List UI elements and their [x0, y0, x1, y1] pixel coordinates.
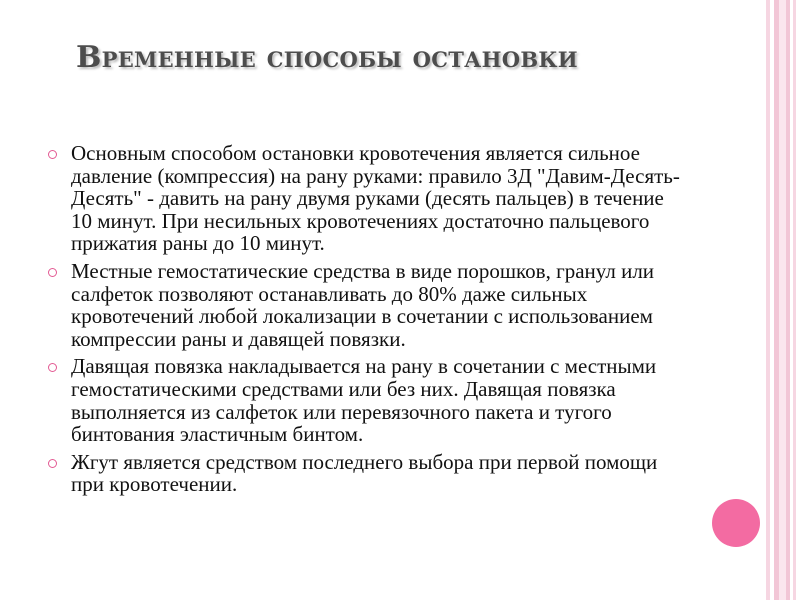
slide-title: Временные способы остановки: [76, 40, 578, 75]
decorative-circle: [712, 499, 760, 547]
bullet-text: Основным способом остановки кровотечения является сильное давление (компрессия) на рану руками: правило 3Д "Давим-Десять-Десять" - давить на рану двумя руками (десять пальцев) в течение 10 минут. При несильных кровотечениях достаточно пальцевого прижатия раны до 10 минут.: [71, 141, 680, 256]
bullet-circle-icon: [48, 363, 57, 372]
bullet-circle-icon: [48, 268, 57, 277]
bullet-text: Жгут является средством последнего выбора при первой помощи при кровотечении.: [71, 449, 658, 497]
bullet-circle-icon: [48, 459, 57, 468]
decorative-stripes: [760, 0, 800, 600]
bullet-item: [48, 355, 684, 445]
bullet-item: [48, 451, 684, 496]
bullet-list: [48, 142, 684, 501]
bullet-text: Давящая повязка накладывается на рану в сочетании с местными гемостатическими средствами или без них. Давящая повязка выполняется из салфеток или перевязочного пакета и тугого бинтования эластичным бинтом.: [71, 354, 657, 447]
bullet-item: [48, 260, 684, 350]
bullet-text: Местные гемостатические средства в виде порошков, гранул или салфеток позволяют останавливать до 80% даже сильных кровотечений любой локализации в сочетании с использованием компрессии раны и давящей повязки.: [71, 258, 655, 351]
bullet-circle-icon: [48, 150, 57, 159]
bullet-item: [48, 142, 684, 255]
